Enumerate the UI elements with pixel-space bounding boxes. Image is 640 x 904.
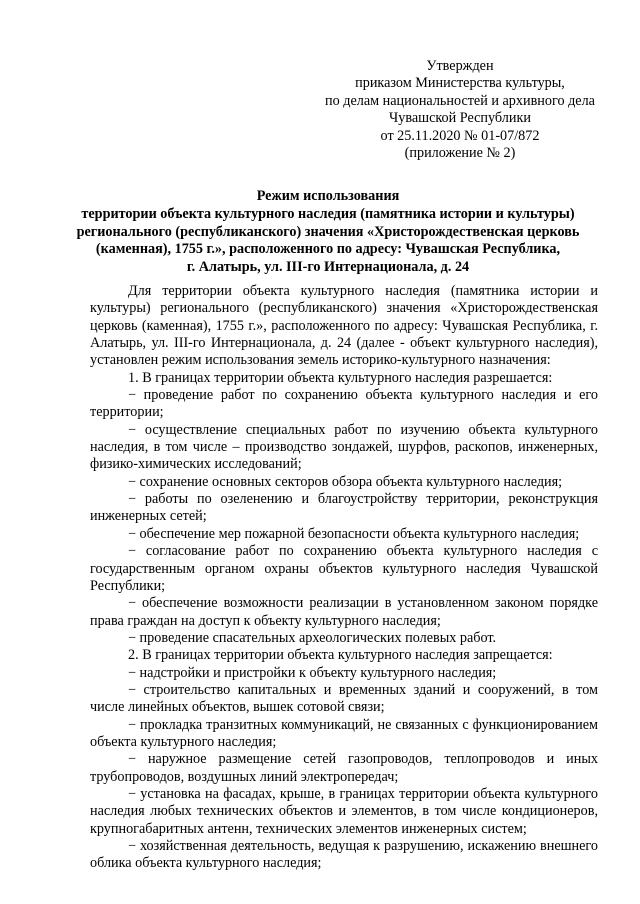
list-item: − надстройки и пристройки к объекту культурного наследия; (128, 664, 497, 681)
approval-line: Чувашской Республики (389, 110, 531, 127)
approval-block (300, 58, 620, 162)
document-title (70, 188, 586, 277)
list-item: − сохранение основных секторов обзора объекта культурного наследия; (128, 473, 563, 490)
approval-line: по делам национальностей и архивного дела (325, 92, 595, 109)
title-line: регионального (республиканского) значения «Христорождественская церковь (76, 223, 580, 240)
list-item: − осуществление специальных работ по изучению объекта культурного наследия, в том числе – производство зондажей, шурфов, раскопов, инженерных, физико-химических исследований; (90, 421, 598, 473)
list-item: − согласование работ по сохранению объекта культурного наследия с государственным органом охраны объектов культурного наследия Чувашской Республики; (90, 543, 598, 594)
title-line: (каменная), 1755 г.», расположенного по адресу: Чувашская Республика, (95, 241, 561, 258)
list-item: − проведение работ по сохранению объекта культурного наследия и его территории; (90, 387, 598, 421)
list-item: − проведение спасательных археологических полевых работ. (128, 629, 497, 646)
list-item: − наружное размещение сетей газопроводов, теплопроводов и иных трубопроводов, воздушных линий электропередач; (90, 751, 598, 785)
approval-line: приказом Министерства культуры, (355, 75, 565, 92)
paragraph-intro: Для территории объекта культурного наследия (памятника истории и культуры) регионального (республиканского) значения «Христорождественская церковь (каменная), 1755 г.», расположенного по адресу: Чувашская Республика, г. Алатырь, ул. III-го Интернационала, д. 24 (далее - объект культурного наследия), установлен режим использования земель историко-культурного назначения: (90, 283, 598, 369)
approval-line: Утвержден (426, 58, 494, 74)
list-item: − прокладка транзитных коммуникаций, не связанных с функционированием объекта культурного наследия; (90, 716, 598, 750)
title-line: Режим использования (256, 188, 400, 204)
section-heading-forbidden: 2. В границах территории объекта культурного наследия запрещается: (128, 647, 553, 664)
list-item: − строительство капитальных и временных зданий и сооружений, в том числе линейных объектов, вышек сотовой связи; (90, 681, 598, 716)
list-item: − установка на фасадах, крыше, в границах территории объекта культурного наследия любых технических объектов и элементов, в том числе кондиционеров, крупногабаритных антенн, технических элементов инженерных систем; (90, 785, 598, 837)
list-item: − работы по озеленению и благоустройству территории, реконструкция инженерных сетей; (90, 491, 598, 525)
section-heading-allowed: 1. В границах территории объекта культурного наследия разрешается: (128, 369, 553, 386)
list-item: − хозяйственная деятельность, ведущая к разрушению, искажению внешнего облика объекта культурного наследия; (90, 838, 598, 872)
list-item: − обеспечение мер пожарной безопасности объекта культурного наследия; (128, 525, 580, 542)
document-body (90, 283, 598, 873)
approval-line: (приложение № 2) (404, 145, 516, 162)
title-line: территории объекта культурного наследия (памятника истории и культуры) (81, 205, 575, 222)
approval-line: от 25.11.2020 № 01-07/872 (380, 127, 540, 144)
title-line: г. Алатырь, ул. III-го Интернационала, д. 24 (186, 259, 470, 276)
list-item: − обеспечение возможности реализации в установленном законом порядке права граждан на доступ к объекту культурного наследия; (90, 595, 598, 629)
